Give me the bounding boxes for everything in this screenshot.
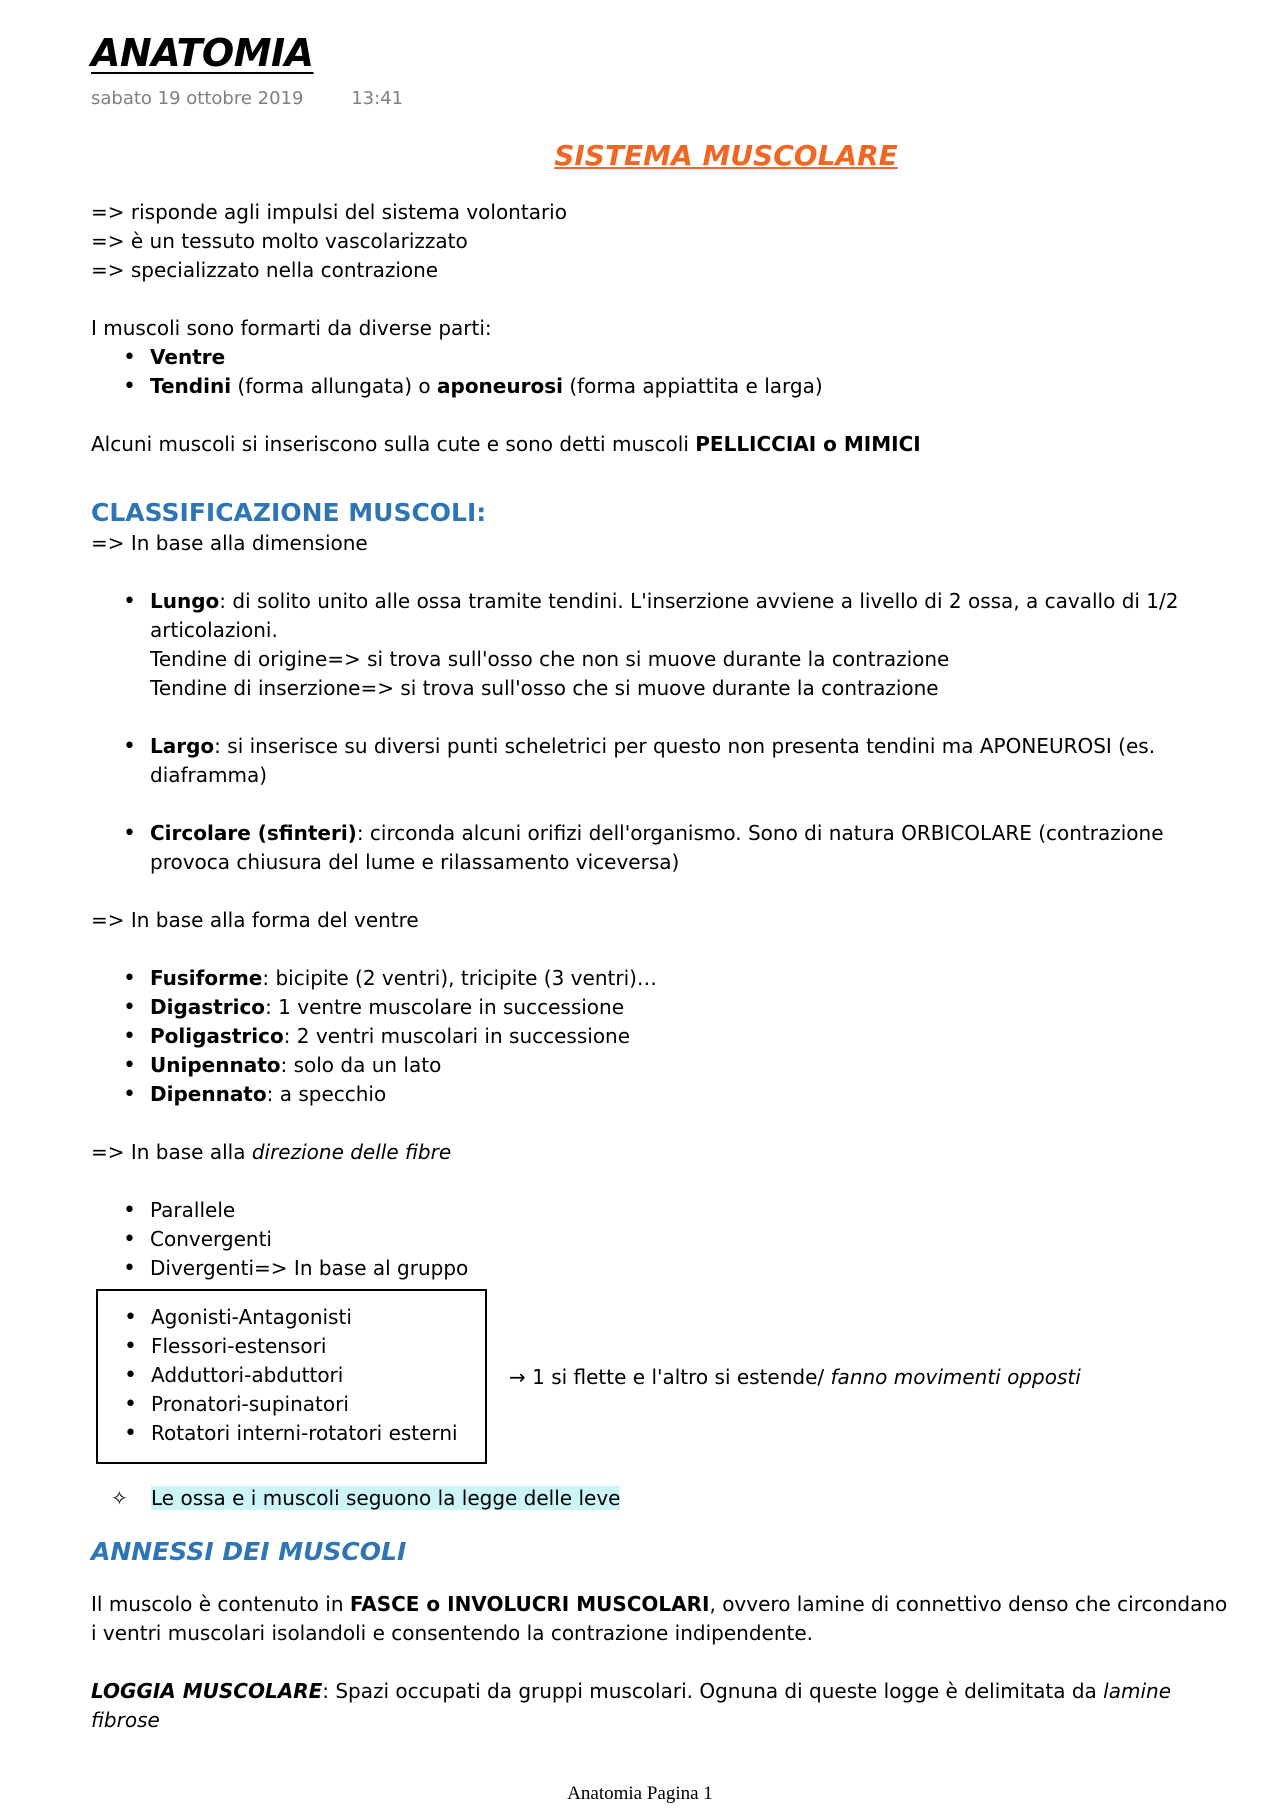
list-item: • Lungo: di solito unito alle ossa tramite tendini. L'inserzione avviene a livello di 2 ossa, a cavallo di 1/2 articolazioni. Tendine di origine=> si trova sull'osso che non si muove durante la contrazione Tendine di inserzione=> si trova sull'osso che si muove durante la contrazione bbox=[150, 587, 1231, 703]
list-item: • Unipennato: solo da un lato bbox=[150, 1051, 1231, 1080]
dimensione-list-circolare bbox=[91, 819, 1231, 877]
list-item: • Fusiforme: bicipite (2 ventri), tricipite (3 ventri)… bbox=[150, 964, 1231, 993]
section-title: SISTEMA MUSCOLARE bbox=[554, 139, 898, 172]
page-title: ANATOMIA bbox=[91, 31, 314, 75]
date-text: sabato 19 ottobre 2019 bbox=[91, 88, 304, 109]
list-item: • Tendini (forma allungata) o aponeurosi (forma appiattita e larga) bbox=[150, 372, 1231, 401]
list-item: • Circolare (sfinteri): circonda alcuni orifizi dell'organismo. Sono di natura ORBICOLARE (contrazione provoca chiusura del lume e rilassamento viceversa) bbox=[150, 819, 1231, 877]
page-footer: Anatomia Pagina 1 bbox=[567, 1783, 713, 1804]
timestamp bbox=[91, 88, 1231, 109]
intro-line: => risponde agli impulsi del sistema volontario bbox=[91, 200, 567, 224]
list-item: • Pronatori-supinatori bbox=[151, 1390, 485, 1419]
list-item: • Parallele bbox=[150, 1196, 1231, 1225]
list-item: • Ventre bbox=[150, 343, 1231, 372]
list-item: • Agonisti-Antagonisti bbox=[151, 1303, 485, 1332]
forma-lead: => In base alla forma del ventre bbox=[91, 908, 419, 932]
dimensione-lead: => In base alla dimensione bbox=[91, 531, 368, 555]
list-item: • Dipennato: a specchio bbox=[150, 1080, 1231, 1109]
gruppo-list bbox=[98, 1303, 485, 1448]
list-item: • Digastrico: 1 ventre muscolare in successione bbox=[150, 993, 1231, 1022]
list-item: • Poligastrico: 2 ventri muscolari in successione bbox=[150, 1022, 1231, 1051]
annessi-heading: ANNESSI DEI MUSCOLI bbox=[91, 1537, 407, 1566]
fibre-lead: => In base alla direzione delle fibre bbox=[91, 1140, 452, 1164]
classificazione-heading: CLASSIFICAZIONE MUSCOLI: bbox=[91, 498, 487, 527]
list-item: • Flessori-estensori bbox=[151, 1332, 485, 1361]
list-item: • Largo: si inserisce su diversi punti scheletrici per questo non presenta tendini ma APONEUROSI (es. diaframma) bbox=[150, 732, 1231, 790]
annessi-paragraph: Il muscolo è contenuto in FASCE o INVOLUCRI MUSCOLARI, ovvero lamine di connettivo denso che circondano i ventri muscolari isolandoli e consentendo la contrazione indipendente. bbox=[91, 1592, 1228, 1645]
gruppo-box bbox=[96, 1289, 487, 1464]
forma-list bbox=[91, 964, 1231, 1109]
intro-line: => è un tessuto molto vascolarizzato bbox=[91, 229, 468, 253]
pellicciai-paragraph: Alcuni muscoli si inseriscono sulla cute e sono detti muscoli PELLICCIAI o MIMICI bbox=[91, 432, 921, 456]
list-item: • Divergenti=> In base al gruppo bbox=[150, 1254, 1231, 1283]
intro-line: => specializzato nella contrazione bbox=[91, 258, 439, 282]
list-item: • Convergenti bbox=[150, 1225, 1231, 1254]
parts-lead: I muscoli sono formarti da diverse parti: bbox=[91, 316, 492, 340]
highlighted-text: Le ossa e i muscoli seguono la legge delle leve bbox=[151, 1486, 621, 1510]
dimensione-list-largo bbox=[91, 732, 1231, 790]
list-item: • Adduttori-abduttori bbox=[151, 1361, 485, 1390]
gruppo-section bbox=[91, 1289, 1231, 1464]
list-item: • Rotatori interni-rotatori esterni bbox=[151, 1419, 485, 1448]
leve-note bbox=[91, 1486, 1231, 1510]
loggia-paragraph: LOGGIA MUSCOLARE: Spazi occupati da gruppi muscolari. Ognuna di queste logge è delimitata da lamine fibrose bbox=[91, 1679, 1172, 1732]
gruppo-note: → 1 si flette e l'altro si estende/ fanno movimenti opposti bbox=[509, 1364, 1081, 1389]
dimensione-list bbox=[91, 587, 1231, 703]
time-text: 13:41 bbox=[351, 88, 404, 109]
star-bullet-icon: ✧ bbox=[111, 1486, 128, 1510]
parts-list bbox=[91, 343, 1231, 401]
fibre-list bbox=[91, 1196, 1231, 1283]
document-page bbox=[91, 30, 1231, 1735]
